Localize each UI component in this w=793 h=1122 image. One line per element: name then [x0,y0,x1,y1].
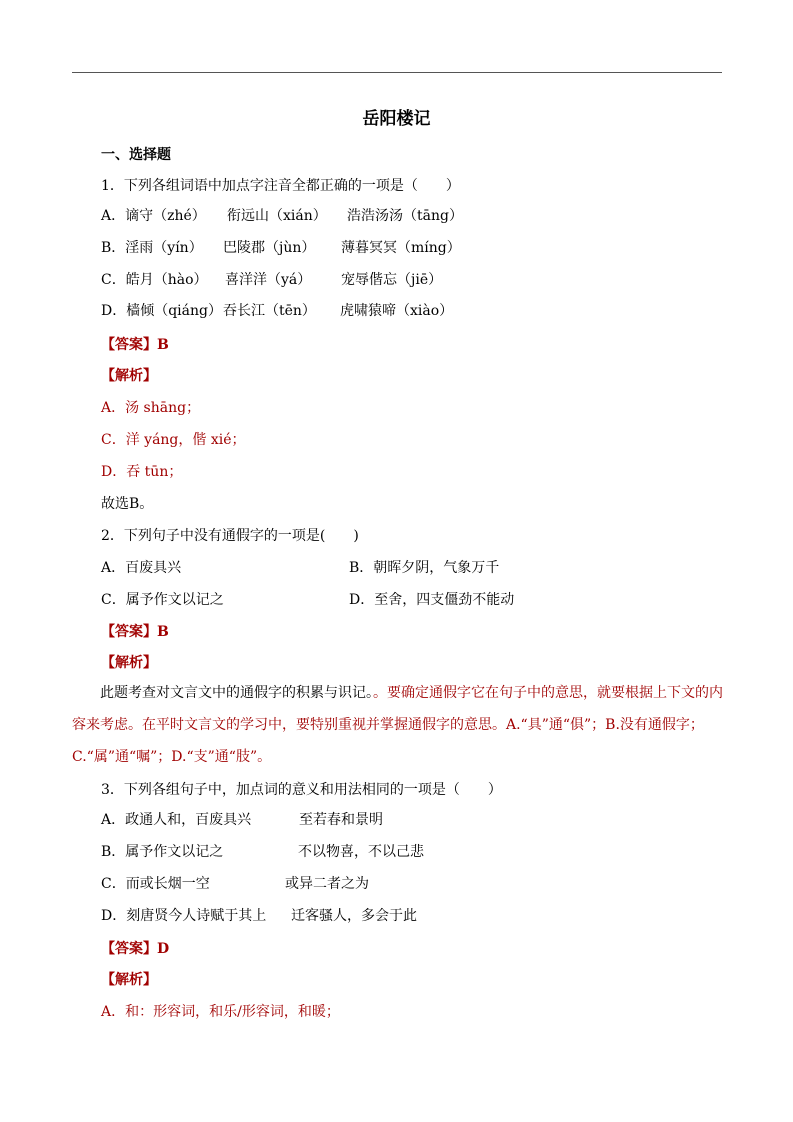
q1-answer: 【答案】B [101,337,169,353]
q3-option-a: A．政通人和，百废具兴 至若春和景明 [101,812,383,828]
q3-option-d: D．刻唐贤今人诗赋于其上 迁客骚人，多会于此 [101,908,417,924]
q1-option-c: C．皓月（hào） 喜洋洋（yá） 宠辱偕忘（jiē） [101,272,443,288]
q3-analysis-tag: 【解析】 [101,972,157,988]
q1-analysis-c: C．洋 yáng，偕 xié； [101,432,246,448]
q3-analysis-a: A．和：形容词，和乐/形容词，和暖； [101,1004,340,1020]
q1-stem: 1．下列各组词语中加点字注音全都正确的一项是（ ） [101,178,460,194]
q3-option-c: C．而或长烟一空 或异二者之为 [101,876,369,892]
q1-conclusion: 故选B。 [101,496,154,512]
q1-option-d: D．樯倾（qiáng）吞长江（tēn） 虎啸猿啼（xiào） [101,303,454,319]
section-heading: 一、选择题 [101,147,171,163]
q3-option-b: B．属予作文以记之 不以物喜，不以己悲 [101,844,424,860]
q1-analysis-tag: 【解析】 [101,368,157,384]
q2-option-c: C．属予作文以记之 [101,592,224,608]
q1-option-a: A．谪守（zhé） 衔远山（xián） 浩浩汤汤（tāng） [101,208,463,224]
page-title: 岳阳楼记 [362,109,431,129]
q2-option-d: D．至舍，四支僵劲不能动 [349,592,515,608]
q1-option-b: B．淫雨（yín） 巴陵郡（jùn） 薄暮冥冥（míng） [101,240,461,256]
q2-stem: 2．下列句子中没有通假字的一项是( ) [101,528,359,544]
q2-option-a: A．百废具兴 [101,560,182,576]
q1-analysis-d: D．吞 tūn； [101,464,183,480]
q3-answer: 【答案】D [101,941,170,957]
q3-stem: 3．下列各组句子中，加点词的意义和用法相同的一项是（ ） [101,782,502,798]
q2-option-b: B．朝晖夕阴，气象万千 [349,560,500,576]
q2-analysis-tag: 【解析】 [101,655,157,671]
header-rule [72,72,722,73]
q1-analysis-a: A．汤 shāng； [101,400,201,416]
q2-answer: 【答案】B [101,624,169,640]
q2-analysis-paragraph: 此题考查对文言文中的通假字的积累与识记。。要确定通假字它在句子中的意思，就要根据上下文的内容来考虑。在平时文言文的学习中，要特别重视并掌握通假字的意思。A.“具”通“俱”；B.没有通假字；C.“属”通“嘱”；D.“支”通“肢”。 [72,685,723,765]
